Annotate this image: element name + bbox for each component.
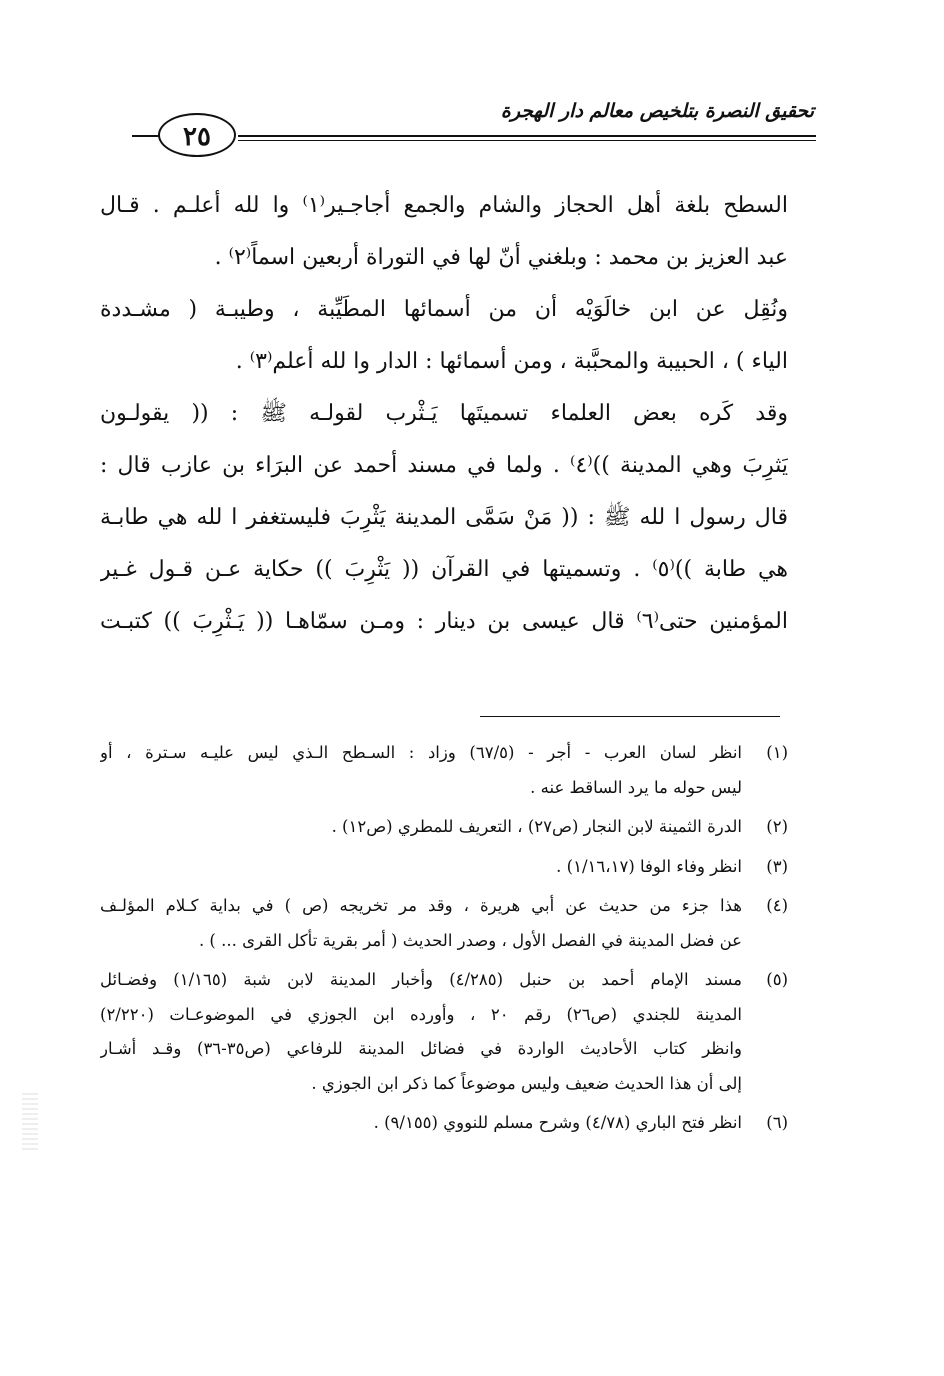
scan-artifact	[22, 1090, 38, 1150]
footnote-line: انظر فتح الباري (٤/٧٨) وشرح مسلم للنووي (٩/١٥٥) .	[373, 1113, 742, 1132]
body-line: قال رسول ا لله ﷺ : (( مَنْ سَمَّى المدينة يَثْرِبَ فليستغفر ا لله هي طابـة	[100, 505, 788, 530]
running-header-title: تحقيق النصرة بتلخيص معالم دار الهجرة	[500, 100, 814, 122]
body-line: السطح بلغة أهل الحجاز والشام والجمع أجاجـير⁽١⁾ وا لله أعلـم . قـال	[100, 193, 788, 218]
footnote-number: (٢)	[766, 817, 788, 836]
body-line: ونُقِل عن ابن خالَوَيْه أن من أسمائها المطَيِّبة ، وطيبـة ( مشـددة	[100, 297, 788, 322]
body-line: عبد العزيز بن محمد : وبلغني أنّ لها في التوراة أربعين اسماً⁽٢⁾ .	[214, 245, 788, 270]
footnote-line: إلى أن هذا الحديث ضعيف وليس موضوعاً كما ذكر ابن الجوزي .	[311, 1073, 742, 1093]
footnote-number: (٣)	[766, 856, 788, 876]
body-line: هي طابة ))⁽٥⁾ . وتسميتها في القرآن (( يَثْرِبَ )) حكاية عـن قـول غـير	[100, 557, 788, 582]
footnote-3	[100, 850, 788, 885]
footnote-line: انظر لسان العرب - أجر - (٦٧/٥) وزاد : السـطح الـذي ليس عليـه سـترة ، أو	[100, 743, 742, 762]
footnote-number: (٥)	[766, 970, 788, 989]
footnote-5	[100, 963, 788, 1101]
body-line: وقد كَره بعض العلماء تسميتَها يَـثْرب لقولـه ﷺ : (( يقولـون	[100, 401, 788, 426]
footnote-number: (١)	[766, 743, 788, 762]
footnotes	[100, 736, 788, 1146]
footnote-2	[100, 810, 788, 845]
body-line: المؤمنين حتى⁽٦⁾ قال عيسى بن دينار : ومـن سمّاهـا (( يَـثْرِبَ )) كتبـت	[100, 609, 788, 634]
footnote-line: مسند الإمام أحمد بن حنبل (٤/٢٨٥) وأخبار المدينة لابن شبة (١/١٦٥) وفضـائل	[100, 970, 742, 989]
footnote-line: عن فضل المدينة في الفصل الأول ، وصدر الحديث ( أمر بقرية تأكل القرى ... ) .	[198, 930, 742, 950]
footnote-1	[100, 736, 788, 805]
footnote-4	[100, 889, 788, 958]
footnote-line: المدينة للجندي (ص٢٦) رقم ٢٠ ، وأورده ابن الجوزي في الموضوعـات (٢/٢٢٠)	[100, 1004, 742, 1024]
footnote-line: ليس حوله ما يرد الساقط عنه .	[530, 777, 742, 797]
footnote-6	[100, 1106, 788, 1141]
header-rule-thin	[238, 140, 816, 141]
footnote-separator	[480, 716, 780, 717]
footnote-line: انظر وفاء الوفا (١/١٦،١٧) .	[556, 856, 742, 876]
footnote-line: هذا جزء من حديث عن أبي هريرة ، وقد مر تخريجه (ص ) في بداية كـلام المؤلـف	[100, 896, 742, 915]
header-rule-tail	[132, 135, 160, 137]
main-text	[100, 180, 788, 648]
body-line: يَثرِبَ وهي المدينة ))⁽٤⁾ . ولما في مسند أحمد عن البرَاء بن عازب قال :	[100, 453, 788, 478]
page-number: ٢٥	[158, 113, 236, 157]
footnote-number: (٤)	[766, 896, 788, 915]
footnote-line: الدرة الثمينة لابن النجار (ص٢٧) ، التعريف للمطري (ص١٢) .	[331, 817, 742, 836]
header-rule	[238, 135, 816, 137]
footnote-number: (٦)	[766, 1113, 788, 1132]
body-line: الياء ) ، الحبيبة والمحبَّبة ، ومن أسمائها : الدار وا لله أعلم⁽٣⁾ .	[235, 349, 788, 374]
footnote-line: وانظر كتاب الأحاديث الواردة في فضائل المدينة للرفاعي (ص٣٥-٣٦) وقـد أشـار	[100, 1039, 742, 1058]
